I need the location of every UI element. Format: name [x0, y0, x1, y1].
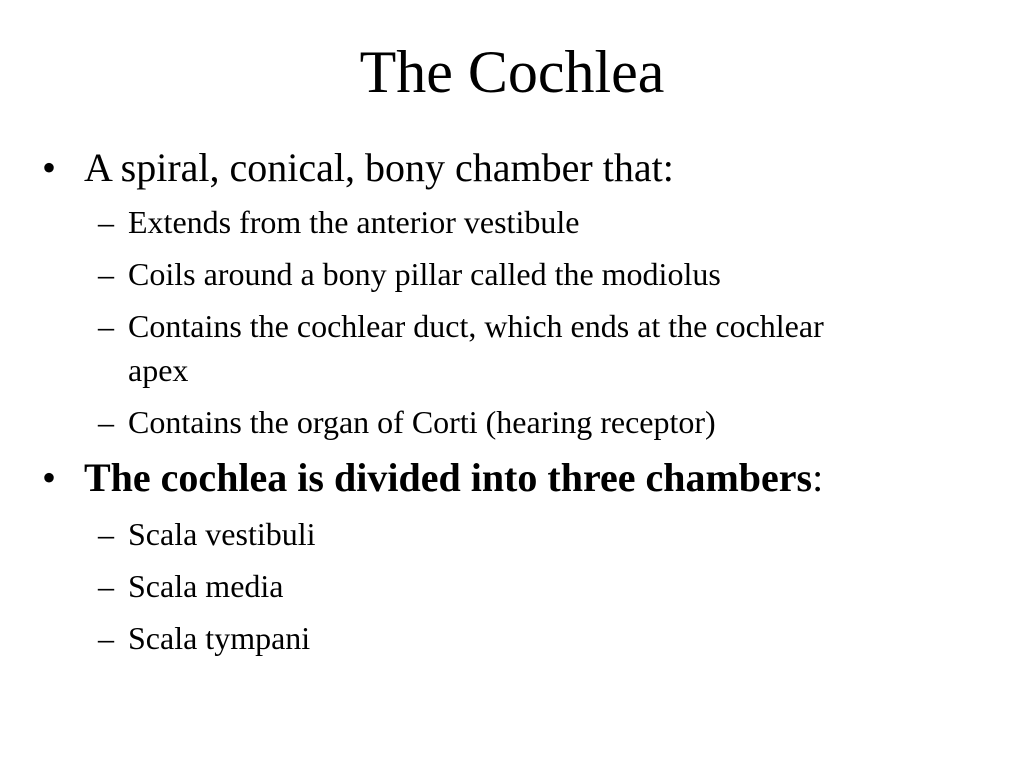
sub-item-text: Scala tympani — [128, 620, 311, 656]
dash-icon: – — [98, 256, 114, 292]
bullet-icon: • — [42, 455, 57, 500]
sub-item-text: Coils around a bony pillar called the modiolus — [128, 256, 721, 292]
sub-item-text: Contains the organ of Corti (hearing receptor) — [128, 404, 716, 440]
sub-item-text: Contains the cochlear duct, which ends at the cochlear apex — [128, 308, 824, 388]
dash-icon: – — [98, 568, 114, 604]
bullet-text-suffix: : — [812, 455, 824, 500]
bullet-icon: • — [42, 145, 57, 190]
bullet-text — [84, 456, 823, 500]
dash-icon: – — [98, 516, 114, 552]
dash-icon: – — [98, 204, 114, 240]
sub-item-text: Scala vestibuli — [128, 516, 316, 552]
dash-icon: – — [98, 308, 114, 344]
dash-icon: – — [98, 404, 114, 440]
bullet-text-bold: The cochlea is divided into three chambers — [84, 455, 813, 500]
slide-title: The Cochlea — [359, 39, 665, 105]
dash-icon: – — [98, 620, 114, 656]
sub-item-text: Scala media — [128, 568, 284, 604]
sub-item-text: Extends from the anterior vestibule — [128, 204, 580, 240]
bullet-text: A spiral, conical, bony chamber that: — [84, 145, 674, 190]
